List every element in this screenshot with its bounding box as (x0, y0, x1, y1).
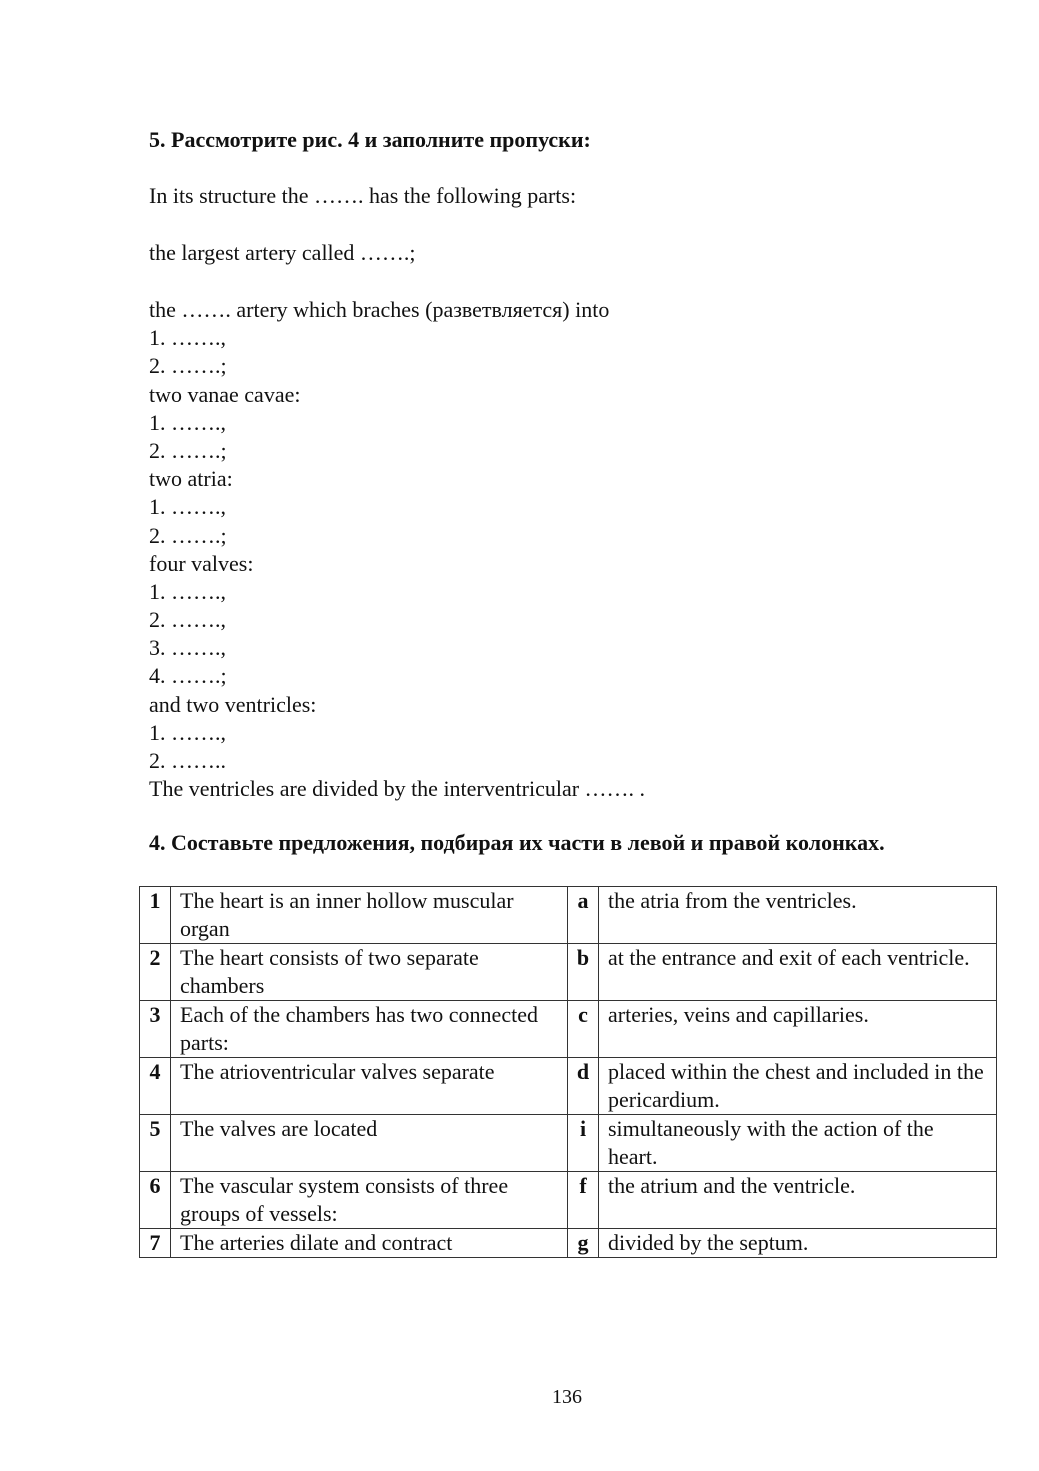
fill-line: 1. ……., (149, 494, 226, 520)
page-number: 136 (552, 1386, 582, 1408)
fill-line: The ventricles are divided by the interventricular ……. . (149, 776, 646, 802)
fill-line: 1. ……., (149, 578, 226, 604)
left-column-cell: The heart is an inner hollow muscular organ (171, 887, 568, 944)
table-row (140, 1115, 997, 1172)
exercise-4-heading: 4. Составьте предложения, подбирая их части в левой и правой колонках. (149, 830, 885, 855)
left-column-cell: The arteries dilate and contract (171, 1229, 568, 1258)
exercise-5-fill-list (149, 296, 645, 803)
row-letter: a (568, 887, 599, 944)
row-letter: f (568, 1172, 599, 1229)
row-number: 1 (140, 887, 171, 944)
table-row (140, 1229, 997, 1258)
table-row (140, 1172, 997, 1229)
right-column-cell: the atrium and the ventricle. (599, 1172, 997, 1229)
matching-table (139, 886, 997, 1258)
right-column-cell: arteries, veins and capillaries. (599, 1001, 997, 1058)
left-column-cell: The heart consists of two separate chambers (171, 944, 568, 1001)
row-number: 7 (140, 1229, 171, 1258)
fill-line: two vanae cavae: (149, 381, 301, 407)
row-number: 4 (140, 1058, 171, 1115)
left-column-cell: The atrioventricular valves separate (171, 1058, 568, 1115)
table-row (140, 1001, 997, 1058)
right-column-cell: the atria from the ventricles. (599, 887, 997, 944)
row-number: 3 (140, 1001, 171, 1058)
right-column-cell: at the entrance and exit of each ventricle. (599, 944, 997, 1001)
table-row (140, 1058, 997, 1115)
fill-line: two atria: (149, 466, 233, 492)
fill-line: 1. ……., (149, 325, 226, 351)
fill-line: 4. …….; (149, 663, 227, 689)
fill-line: 2. …….; (149, 522, 227, 548)
fill-line: four valves: (149, 550, 254, 576)
table-row (140, 887, 997, 944)
exercise-5-largest-artery: the largest artery called …….; (149, 240, 416, 265)
fill-line: 2. …….. (149, 748, 226, 773)
row-number: 2 (140, 944, 171, 1001)
row-letter: b (568, 944, 599, 1001)
fill-line: 2. …….; (149, 437, 227, 463)
fill-line: 1. ……., (149, 719, 226, 745)
row-number: 6 (140, 1172, 171, 1229)
right-column-cell: divided by the septum. (599, 1229, 997, 1258)
fill-line: 2. ……., (149, 607, 226, 633)
row-letter: g (568, 1229, 599, 1258)
table-row (140, 944, 997, 1001)
row-letter: c (568, 1001, 599, 1058)
exercise-5-intro: In its structure the ……. has the following parts: (149, 183, 577, 208)
right-column-cell: placed within the chest and included in the pericardium. (599, 1058, 997, 1115)
row-number: 5 (140, 1115, 171, 1172)
fill-line: 3. ……., (149, 635, 226, 661)
left-column-cell: Each of the chambers has two connected parts: (171, 1001, 568, 1058)
row-letter: i (568, 1115, 599, 1172)
left-column-cell: The valves are located (171, 1115, 568, 1172)
right-column-cell: simultaneously with the action of the heart. (599, 1115, 997, 1172)
row-letter: d (568, 1058, 599, 1115)
exercise-5-heading: 5. Рассмотрите рис. 4 и заполните пропуски: (149, 127, 591, 152)
fill-line: and two ventricles: (149, 691, 317, 717)
left-column-cell: The vascular system consists of three groups of vessels: (171, 1172, 568, 1229)
fill-line: 2. …….; (149, 353, 227, 379)
fill-line: the ……. artery which braches (разветвляется) into (149, 297, 610, 322)
fill-line: 1. ……., (149, 409, 226, 435)
